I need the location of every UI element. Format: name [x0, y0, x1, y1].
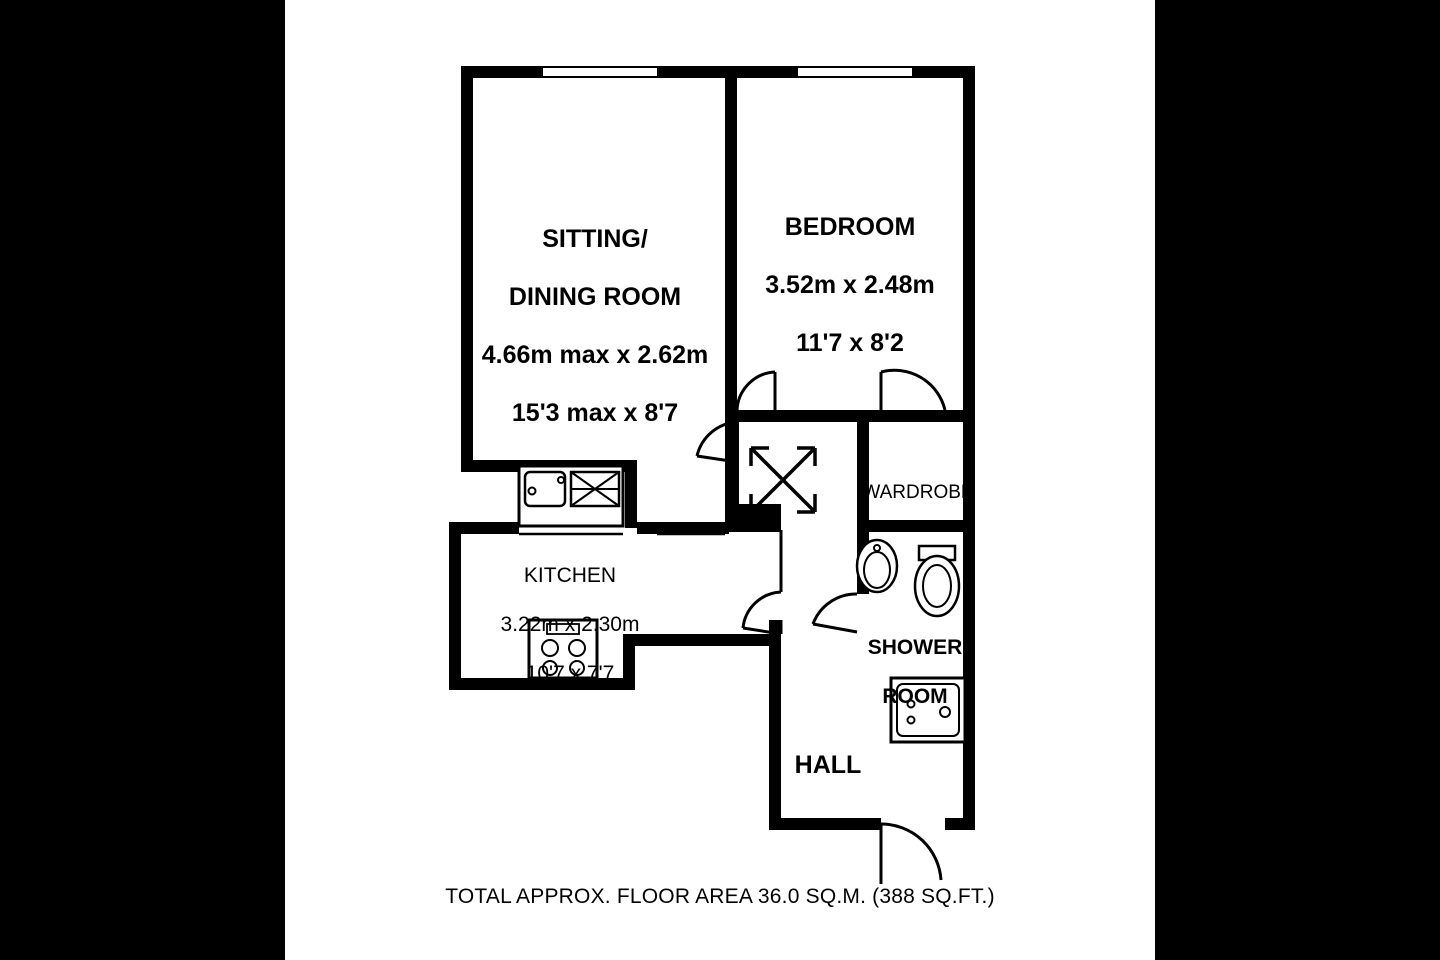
bedroom-name: BEDROOM: [784, 213, 916, 241]
wardrobe-name: WARDROBE: [862, 482, 974, 504]
wc-toilet-icon: [915, 546, 959, 616]
kitchen-metric: 3.22m x 2.30m: [500, 613, 640, 637]
total-floor-area-text: TOTAL APPROX. FLOOR AREA 36.0 SQ.M. (388 SQ.FT.): [445, 885, 995, 908]
sitting-dining-imperial: 15'3 max x 8'7: [511, 399, 679, 427]
room-label-bedroom: [715, 184, 985, 387]
sitting-dining-name-line2: DINING ROOM: [508, 283, 682, 311]
kitchen-name: KITCHEN: [523, 564, 617, 588]
shower-room-name-line2: ROOM: [882, 685, 948, 709]
wash-basin-icon: [857, 540, 897, 592]
room-label-shower-room: [855, 612, 975, 734]
floor-plan-details: [285, 0, 1155, 960]
sitting-dining-name-line1: SITTING/: [542, 225, 648, 253]
room-label-hall: [763, 722, 893, 809]
sitting-dining-metric: 4.66m max x 2.62m: [481, 341, 709, 369]
room-label-wardrobe: [853, 460, 983, 526]
floor-plan-sheet: [285, 0, 1155, 960]
shower-room-name-line1: SHOWER: [867, 636, 963, 660]
room-label-kitchen: [445, 540, 695, 711]
kitchen-imperial: 10'7 x 7'7: [525, 661, 615, 685]
bedroom-imperial: 11'7 x 8'2: [796, 329, 904, 357]
bedroom-metric: 3.52m x 2.48m: [765, 271, 935, 299]
hall-arrow-symbol: [751, 448, 815, 512]
room-label-sitting-dining: [445, 196, 745, 457]
kitchen-sink-icon: [519, 466, 623, 526]
hall-name: HALL: [794, 751, 862, 779]
